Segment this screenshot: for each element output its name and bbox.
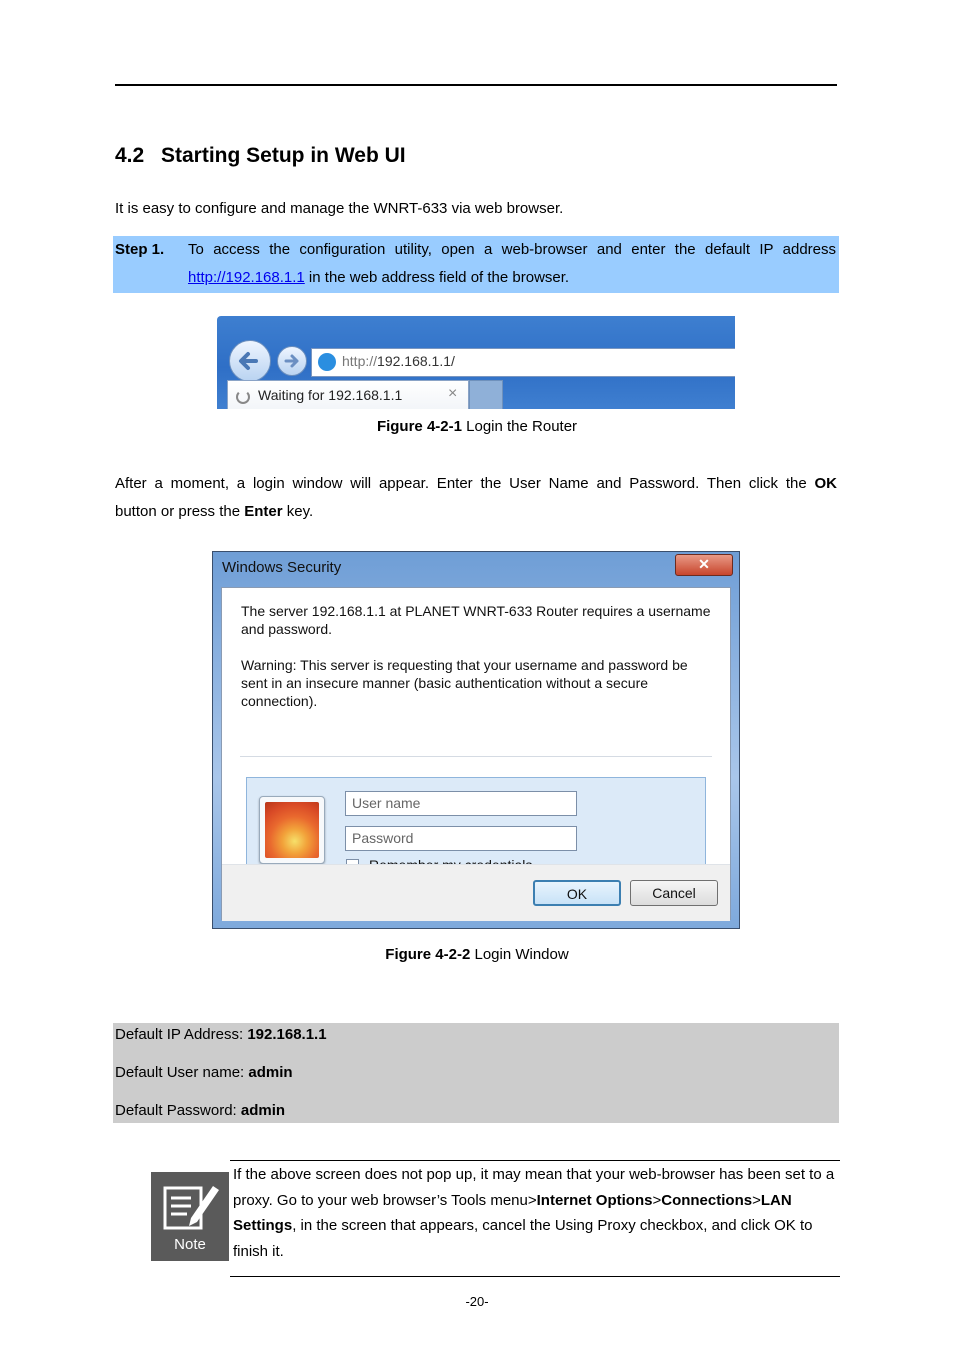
tab-label: Waiting for 192.168.1.1	[258, 387, 403, 403]
dialog-message: The server 192.168.1.1 at PLANET WNRT-633 Router requires a username and password.	[241, 603, 711, 637]
back-arrow-icon	[230, 341, 270, 381]
default-ip-line: Default IP Address: 192.168.1.1	[115, 1026, 327, 1043]
forward-button[interactable]	[277, 346, 307, 376]
address-bar[interactable]	[311, 348, 735, 377]
username-input[interactable]: User name	[345, 791, 577, 816]
step-text-after: in the web address field of the browser.	[304, 269, 570, 286]
section-heading	[115, 144, 406, 168]
ie-page-icon	[318, 353, 336, 371]
user-avatar	[259, 796, 325, 864]
header-rule	[115, 84, 837, 86]
new-tab-button[interactable]	[469, 380, 503, 409]
figure2-caption	[0, 946, 954, 963]
note-label: Note	[174, 1236, 206, 1253]
section-number: 4.2	[115, 144, 145, 167]
figure2-text: Login Window	[470, 946, 569, 963]
login-paragraph: After a moment, a login window will appear. Enter the User Name and Password. Then click the OK button or press the Enter key.	[115, 475, 837, 520]
windows-security-dialog	[212, 551, 740, 929]
dialog-warning: Warning: This server is requesting that your username and password be sent in an insecure manner (basic authentication without a secure connection).	[241, 657, 688, 709]
section-title: Starting Setup in Web UI	[161, 144, 406, 167]
dialog-title: Windows Security	[222, 559, 342, 576]
figure1-label: Figure 4-2-1	[376, 418, 462, 435]
ok-button[interactable]: OK	[533, 880, 621, 906]
browser-tab[interactable]	[227, 380, 469, 409]
step-label: Step 1.	[115, 241, 165, 258]
default-password-line: Default Password: admin	[115, 1102, 286, 1119]
password-input[interactable]: Password	[345, 826, 577, 851]
loading-spinner-icon	[236, 390, 250, 404]
figure1-caption	[0, 418, 954, 435]
tab-close-icon[interactable]: ×	[448, 385, 458, 402]
dialog-body	[221, 587, 731, 920]
back-button[interactable]	[229, 340, 271, 382]
forward-arrow-icon	[278, 347, 306, 375]
note-icon	[151, 1172, 229, 1261]
cancel-button[interactable]: Cancel	[630, 880, 718, 906]
default-user-line: Default User name: admin	[115, 1064, 293, 1081]
intro-paragraph: It is easy to configure and manage the WNRT-633 via web browser.	[115, 200, 564, 217]
note-text: If the above screen does not pop up, it may mean that your web-browser has been set to a proxy. Go to your web browser’s Tools menu>Internet Options>Connections>LAN Settings, in the screen that appears, cancel the Using Proxy checkbox, and click OK to finish it.	[233, 1166, 835, 1260]
pencil-paper-icon	[161, 1180, 221, 1232]
page-number: -20-	[465, 1294, 489, 1309]
figure2-label: Figure 4-2-2	[385, 946, 471, 963]
browser-screenshot	[217, 316, 735, 409]
default-ip-link[interactable]: http://192.168.1.1	[188, 269, 305, 286]
dialog-separator	[240, 756, 712, 757]
step-text	[188, 236, 836, 292]
note-top-rule	[230, 1160, 840, 1161]
dialog-close-button[interactable]: ✕	[675, 554, 733, 576]
flower-avatar-icon	[265, 802, 319, 858]
note-bottom-rule	[230, 1276, 840, 1277]
figure1-text: Login the Router	[461, 418, 578, 435]
step-text-line1: To access the configuration utility, open a web-browser and enter the default IP address	[188, 241, 836, 258]
dialog-footer	[222, 864, 730, 921]
address-text: http://192.168.1.1/	[342, 353, 455, 369]
